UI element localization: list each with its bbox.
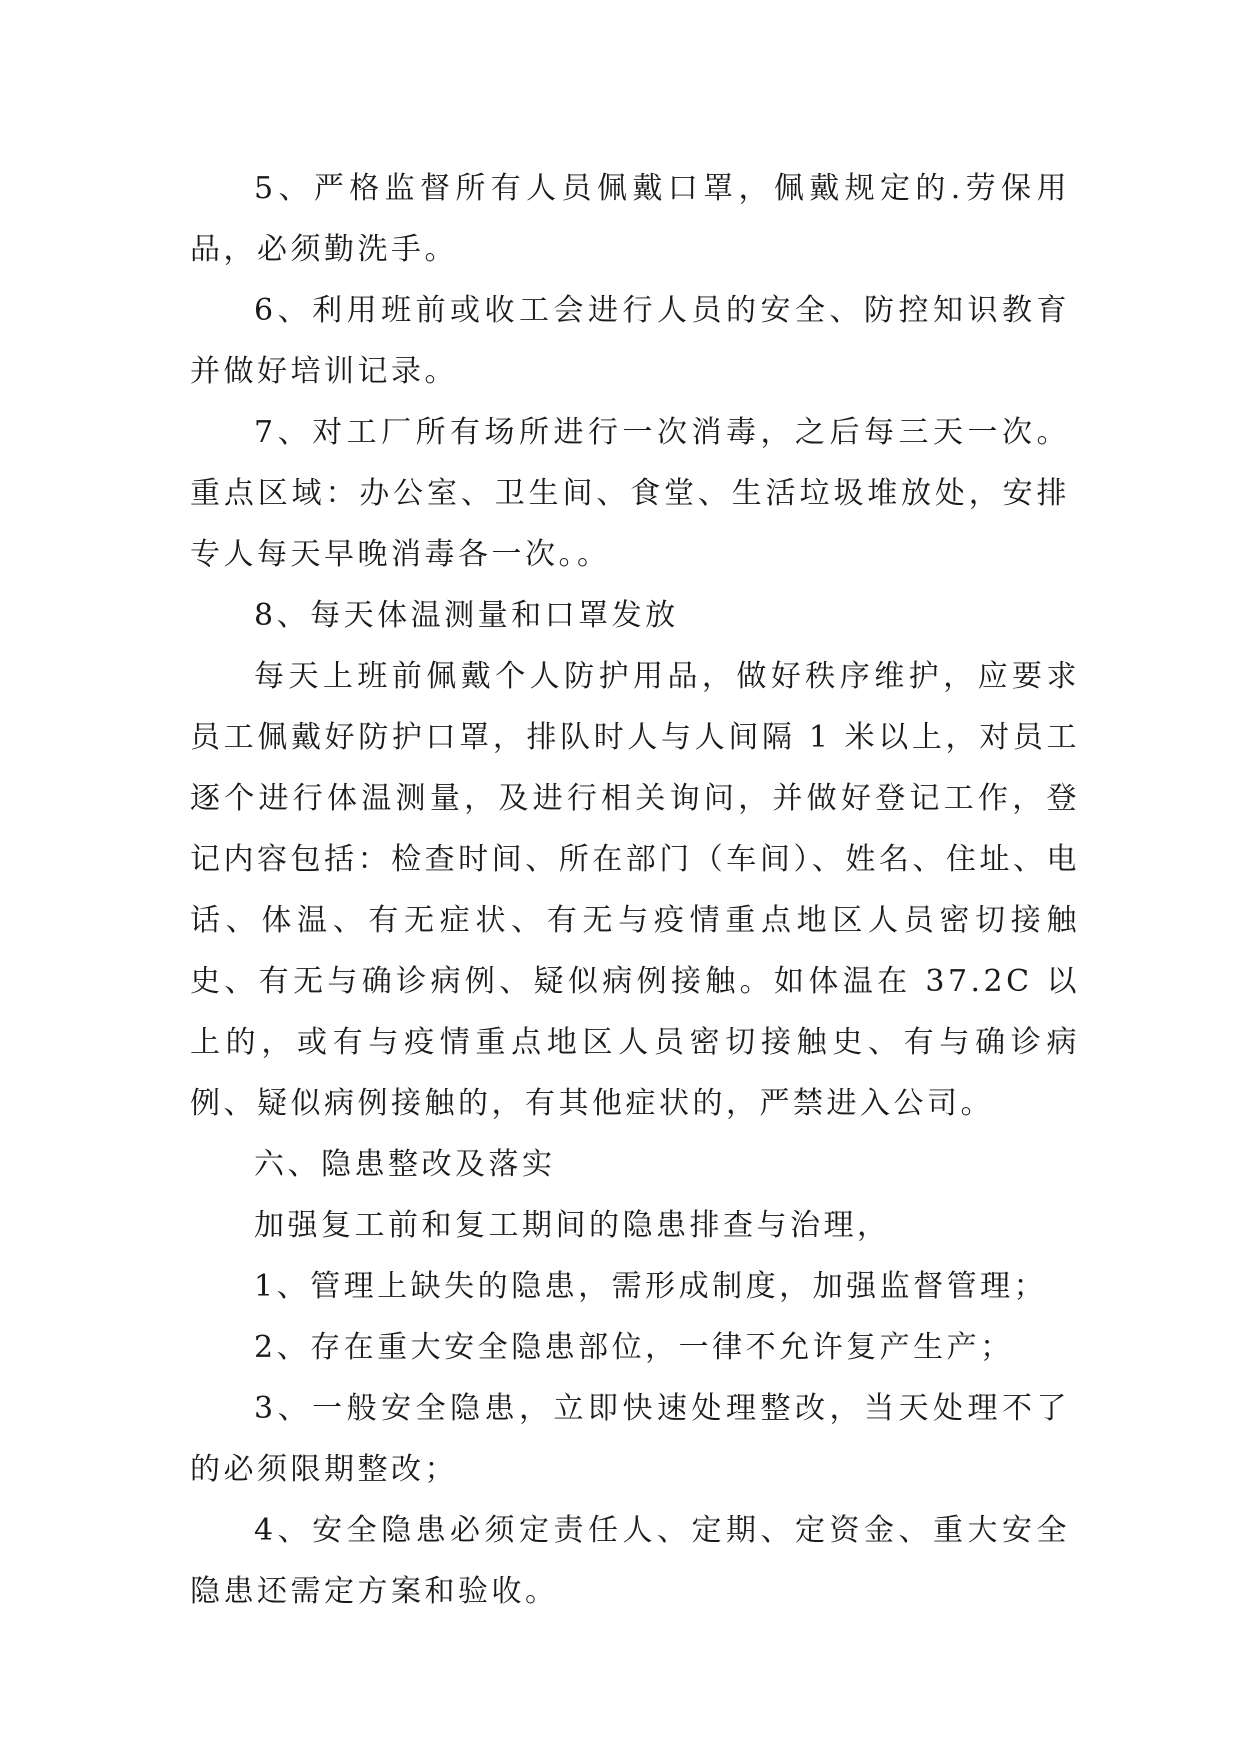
- paragraph-hazard-item-3: 3、一般安全隐患，立即快速处理整改，当天处理不了的必须限期整改；: [190, 1391, 1070, 1487]
- paragraph-hazard-item-2: 2、存在重大安全隐患部位，一律不允许复产生产；: [254, 1330, 1014, 1365]
- paragraph-item-6-training: 6、利用班前或收工会进行人员的安全、防控知识教育并做好培训记录。: [190, 293, 1070, 389]
- section-heading-hazard-rectification: 六、隐患整改及落实: [254, 1147, 556, 1182]
- paragraph-hazard-item-1: 1、管理上缺失的隐患，需形成制度，加强监督管理；: [254, 1269, 1048, 1304]
- paragraph-item-8-temperature: 8、每天体温测量和口罩发放: [254, 598, 679, 633]
- paragraph-item-7-disinfection: 7、对工厂所有场所进行一次消毒，之后每三天一次。重点区域：办公室、卫生间、食堂、生活垃圾堆放处，安排专人每天早晚消毒各一次。。: [190, 415, 1070, 572]
- paragraph-temperature-details: 每天上班前佩戴个人防护用品，做好秩序维护，应要求员工佩戴好防护口罩，排队时人与人间隔 1 米以上，对员工逐个进行体温测量，及进行相关询问，并做好登记工作，登记内容包括：检查时间、所在部门（车间）、姓名、住址、电话、体温、有无症状、有无与疫情重点地区人员密切接触史、有无与确诊病例、疑似病例接触。如体温在 37.2C 以上的，或有与疫情重点地区人员密切接触史、有与确诊病例、疑似病例接触的，有其他症状的，严禁进入公司。: [190, 659, 1080, 1121]
- paragraph-hazard-item-4: 4、安全隐患必须定责任人、定期、定资金、重大安全隐患还需定方案和验收。: [190, 1513, 1070, 1609]
- document-body: [190, 158, 1080, 1622]
- paragraph-hazard-intro: 加强复工前和复工期间的隐患排查与治理，: [254, 1208, 891, 1243]
- paragraph-item-5-masks: 5、严格监督所有人员佩戴口罩，佩戴规定的.劳保用品，必须勤洗手。: [190, 171, 1070, 267]
